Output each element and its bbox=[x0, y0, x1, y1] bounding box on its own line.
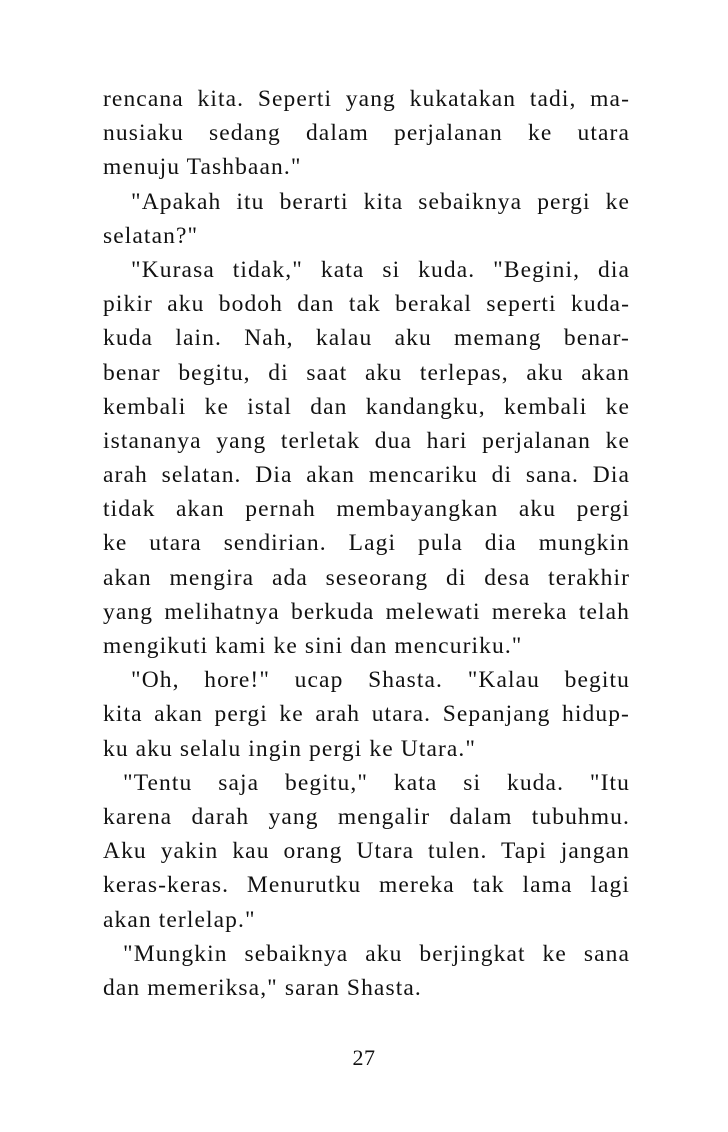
text-line: akan terlelap." bbox=[103, 906, 256, 933]
text-line: Aku yakin kau orang Utara tulen. Tapi jangan bbox=[103, 838, 630, 865]
text-line: nusiaku sedang dalam perjalanan ke utara bbox=[103, 120, 630, 147]
text-line: rencana kita. Seperti yang kukatakan tadi, ma- bbox=[103, 86, 630, 112]
text-line: dan memeriksa," saran Shasta. bbox=[103, 974, 422, 1001]
text-line: "Tentu saja begitu," kata si kuda. "Itu bbox=[123, 769, 630, 796]
text-line: ke utara sendirian. Lagi pula dia mungkin bbox=[103, 530, 630, 557]
text-line: pikir aku bodoh dan tak berakal seperti kuda- bbox=[103, 291, 630, 318]
text-line: benar begitu, di saat aku terlepas, aku akan bbox=[103, 359, 630, 386]
text-line: "Oh, hore!" ucap Shasta. "Kalau begitu bbox=[131, 667, 630, 694]
text-line: "Apakah itu berarti kita sebaiknya pergi ke bbox=[131, 188, 630, 215]
text-line: kembali ke istal dan kandangku, kembali ke bbox=[103, 393, 630, 420]
text-line: akan mengira ada seseorang di desa terakhir bbox=[103, 564, 630, 591]
text-line: arah selatan. Dia akan mencariku di sana. Dia bbox=[103, 462, 630, 489]
text-line: kita akan pergi ke arah utara. Sepanjang hidup- bbox=[103, 701, 630, 728]
text-line: "Mungkin sebaiknya aku berjingkat ke sana bbox=[123, 940, 630, 967]
text-line: tidak akan pernah membayangkan aku pergi bbox=[103, 496, 630, 523]
text-line: karena darah yang mengalir dalam tubuhmu. bbox=[103, 803, 630, 830]
page-number: 27 bbox=[352, 1045, 376, 1070]
text-line: menuju Tashbaan." bbox=[103, 154, 302, 181]
text-line: yang melihatnya berkuda melewati mereka telah bbox=[103, 598, 630, 625]
body-text bbox=[103, 82, 630, 1005]
text-line: istananya yang terletak dua hari perjalanan ke bbox=[103, 427, 630, 454]
text-line: "Kurasa tidak," kata si kuda. "Begini, dia bbox=[131, 256, 630, 283]
text-line: mengikuti kami ke sini dan mencuriku." bbox=[103, 633, 523, 659]
text-line: ku aku selalu ingin pergi ke Utara." bbox=[103, 735, 477, 762]
text-line: selatan?" bbox=[103, 222, 199, 249]
text-line: keras-keras. Menurutku mereka tak lama lagi bbox=[103, 872, 630, 899]
text-line: kuda lain. Nah, kalau aku memang benar- bbox=[103, 325, 630, 352]
